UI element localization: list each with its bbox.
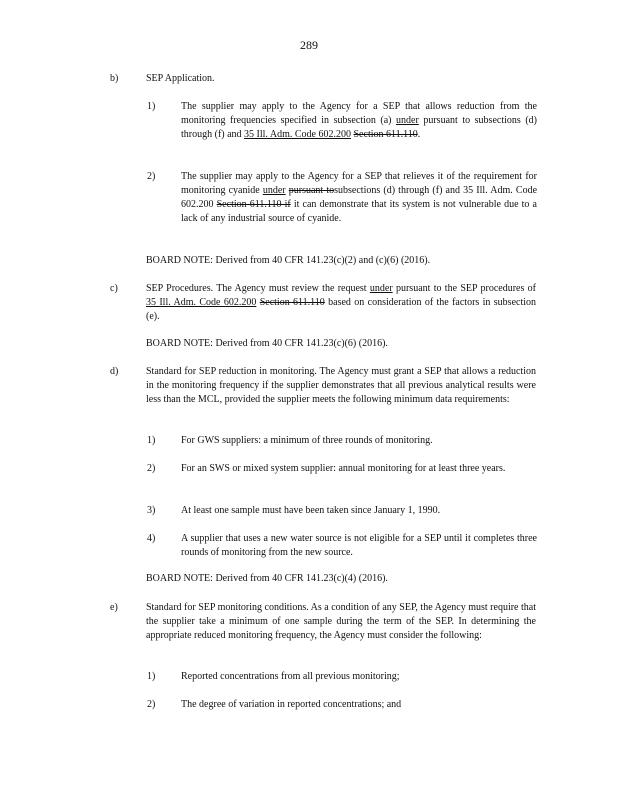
section-e-item-2-label: 2): [147, 699, 156, 710]
deleted-text: pursuant to: [288, 185, 335, 196]
deleted-text: Section 611.110: [353, 129, 418, 140]
section-c-label: c): [110, 283, 118, 294]
deleted-text: Section 611.110: [259, 297, 325, 308]
section-d-item-4-label: 4): [147, 533, 156, 544]
section-b-label: b): [110, 73, 119, 84]
section-e-text: Standard for SEP monitoring conditions. As a condition of any SEP, the Agency must require that the supplier take a minimum of one sample during the term of the SEP. In determining the appropriate reduced monitoring frequency, the Agency must consider the following:: [146, 602, 536, 641]
section-d-board-note: BOARD NOTE: Derived from 40 CFR 141.23(c)(4) (2016).: [146, 573, 388, 584]
section-b-board-note: BOARD NOTE: Derived from 40 CFR 141.23(c)(2) and (c)(6) (2016).: [146, 255, 431, 266]
section-d-label: d): [110, 366, 119, 377]
section-d-text: Standard for SEP reduction in monitoring. The Agency must grant a SEP that allows a reduction in the monitoring frequency if the supplier demonstrates that all previous analytical results were less than the MCL, provided the supplier meets the following minimum data requirements:: [146, 366, 536, 405]
section-b-item-2-text: The supplier may apply to the Agency for a SEP that relieves it of the requirement for monitoring cyanide under pursuant tosubsections (d) through (f) and 35 Ill. Adm. Code 602.200 Section 611.110 if it can demonstrate that its system is not vulnerable due to a lack of any industrial source of cyanide.: [181, 171, 538, 224]
section-d-item-1-label: 1): [147, 435, 156, 446]
section-d-item-3-label: 3): [147, 505, 156, 516]
section-b-heading: SEP Application.: [146, 73, 215, 84]
deleted-text: Section 611.110 if: [216, 199, 291, 210]
page-number: 289: [300, 38, 318, 52]
section-e-item-2-text: The degree of variation in reported concentrations; and: [181, 699, 402, 710]
section-c-board-note: BOARD NOTE: Derived from 40 CFR 141.23(c)(6) (2016).: [146, 338, 388, 349]
section-d-item-3-text: At least one sample must have been taken since January 1, 1990.: [181, 505, 441, 516]
section-d-item-2-text: For an SWS or mixed system supplier: annual monitoring for at least three years.: [181, 463, 506, 474]
section-d-item-4-text: A supplier that uses a new water source is not eligible for a SEP until it completes three rounds of monitoring from the new source.: [181, 533, 537, 558]
section-d-item-2-label: 2): [147, 463, 156, 474]
section-d-item-1-text: For GWS suppliers: a minimum of three rounds of monitoring.: [181, 435, 433, 446]
section-b-item-1-label: 1): [147, 101, 156, 112]
inserted-text: under: [262, 185, 286, 196]
section-e-item-1-text: Reported concentrations from all previous monitoring;: [181, 671, 400, 682]
section-b-item-2-label: 2): [147, 171, 156, 182]
inserted-text: 35 Ill. Adm. Code 602.200: [146, 297, 257, 308]
section-e-label: e): [110, 602, 118, 613]
inserted-text: 35 Ill. Adm. Code 602.200: [244, 129, 351, 140]
inserted-text: under: [369, 283, 393, 294]
inserted-text: under: [396, 115, 419, 126]
section-e-item-1-label: 1): [147, 671, 156, 682]
section-c-text: SEP Procedures. The Agency must review the request under pursuant to the SEP procedures of 35 Ill. Adm. Code 602.200 Section 611.110 based on consideration of the factors in subsection (e).: [146, 283, 536, 322]
section-b-item-1-text: The supplier may apply to the Agency for a SEP that allows reduction from the monitoring frequencies specified in subsection (a) under pursuant to subsections (d) through (f) and 35 Ill. Adm. Code 602.200 Section 611.110.: [181, 101, 537, 140]
